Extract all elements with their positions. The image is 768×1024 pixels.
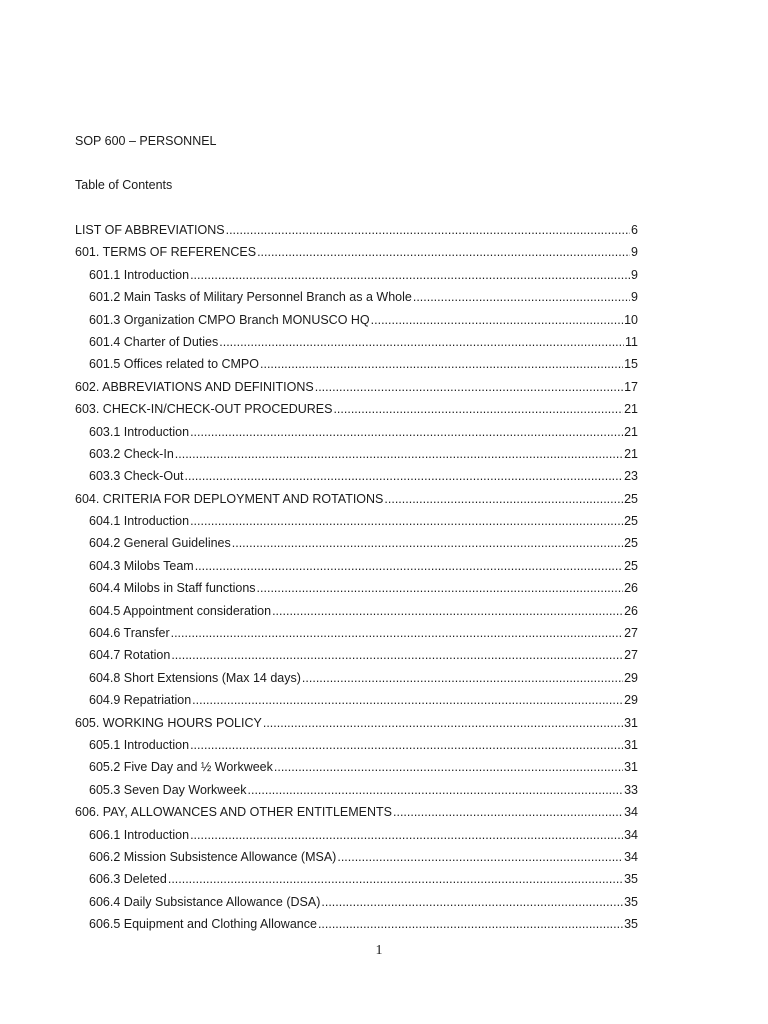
toc-entry-page: 34	[624, 827, 638, 842]
toc-entry[interactable]	[75, 356, 638, 378]
toc-dot-leader	[195, 558, 623, 574]
toc-entry-page: 35	[624, 894, 638, 909]
toc-dot-leader	[192, 692, 623, 708]
toc-entry[interactable]	[75, 334, 638, 356]
toc-dot-leader	[226, 222, 630, 238]
toc-entry[interactable]	[75, 222, 638, 244]
toc-entry[interactable]	[75, 647, 638, 669]
toc-entry-page: 21	[624, 424, 638, 439]
toc-entry[interactable]	[75, 670, 638, 692]
toc-entry[interactable]	[75, 379, 638, 401]
toc-entry-label: 601. TERMS OF REFERENCES	[75, 245, 257, 260]
toc-entry[interactable]	[75, 737, 638, 759]
toc-dot-leader	[263, 715, 623, 731]
toc-entry-page: 33	[624, 782, 638, 797]
toc-entry-page: 27	[624, 648, 638, 663]
toc-entry-page: 26	[624, 603, 638, 618]
toc-dot-leader	[190, 424, 623, 440]
toc-entry-page: 17	[624, 379, 638, 394]
toc-entry-label: 604.2 General Guidelines	[89, 536, 231, 551]
toc-dot-leader	[321, 894, 623, 910]
toc-entry-page: 27	[624, 626, 638, 641]
toc-entry-page: 10	[624, 312, 638, 327]
toc-entry-label: 606.1 Introduction	[89, 827, 190, 842]
toc-entry-label: 605.1 Introduction	[89, 737, 190, 752]
toc-entry[interactable]	[75, 424, 638, 446]
toc-entry-label: 603.1 Introduction	[89, 424, 190, 439]
toc-entry[interactable]	[75, 401, 638, 423]
toc-entry-label: 603.3 Check-Out	[89, 469, 184, 484]
toc-entry-label: 605.3 Seven Day Workweek	[89, 782, 247, 797]
toc-entry-page: 34	[624, 849, 638, 864]
toc-entry[interactable]	[75, 827, 638, 849]
toc-entry[interactable]	[75, 804, 638, 826]
toc-entry-label: 606.2 Mission Subsistence Allowance (MSA)	[89, 849, 337, 864]
toc-entry[interactable]	[75, 558, 638, 580]
toc-entry-page: 26	[624, 581, 638, 596]
toc-entry-page: 25	[624, 558, 638, 573]
toc-entry[interactable]	[75, 894, 638, 916]
toc-entry-label: 603.2 Check-In	[89, 446, 174, 461]
toc-entry-page: 15	[624, 357, 638, 372]
toc-entry-label: 604.7 Rotation	[89, 648, 171, 663]
toc-entry[interactable]	[75, 603, 638, 625]
toc-dot-leader	[413, 289, 630, 305]
toc-entry-page: 9	[631, 267, 638, 282]
toc-entry-label: 601.4 Charter of Duties	[89, 334, 219, 349]
toc-heading: Table of Contents	[75, 178, 173, 192]
toc-entry-page: 29	[624, 670, 638, 685]
toc-entry-label: 606.5 Equipment and Clothing Allowance	[89, 917, 317, 932]
toc-entry-page: 9	[631, 245, 638, 260]
toc-entry[interactable]	[75, 580, 638, 602]
toc-entry-label: 604.3 Milobs Team	[89, 558, 194, 573]
toc-dot-leader	[190, 513, 623, 529]
toc-entry-label: 604.4 Milobs in Staff functions	[89, 581, 256, 596]
toc-dot-leader	[171, 647, 623, 663]
table-of-contents	[75, 222, 638, 939]
toc-entry-label: 605. WORKING HOURS POLICY	[75, 715, 262, 730]
toc-entry-page: 31	[624, 715, 638, 730]
toc-entry-page: 29	[624, 693, 638, 708]
toc-dot-leader	[318, 916, 623, 932]
toc-dot-leader	[190, 737, 623, 753]
toc-entry-page: 23	[624, 469, 638, 484]
toc-entry[interactable]	[75, 244, 638, 266]
toc-dot-leader	[232, 535, 623, 551]
toc-entry[interactable]	[75, 468, 638, 490]
toc-dot-leader	[219, 334, 624, 350]
toc-entry-page: 6	[631, 223, 638, 237]
toc-entry-label: 601.1 Introduction	[89, 267, 190, 282]
toc-dot-leader	[315, 379, 623, 395]
toc-entry-label: 606. PAY, ALLOWANCES AND OTHER ENTITLEMENTS	[75, 805, 392, 820]
toc-entry-label: 601.2 Main Tasks of Military Personnel Branch as a Whole	[89, 290, 412, 305]
toc-entry-label: 602. ABBREVIATIONS AND DEFINITIONS	[75, 379, 314, 394]
toc-entry-page: 31	[624, 737, 638, 752]
toc-dot-leader	[260, 356, 623, 372]
toc-dot-leader	[171, 625, 623, 641]
toc-dot-leader	[371, 312, 623, 328]
toc-entry-page: 9	[631, 290, 638, 305]
toc-entry-page: 25	[624, 536, 638, 551]
toc-entry[interactable]	[75, 312, 638, 334]
toc-entry-page: 35	[624, 917, 638, 932]
toc-dot-leader	[185, 468, 624, 484]
toc-entry-label: 606.3 Deleted	[89, 872, 167, 887]
toc-dot-leader	[393, 804, 623, 820]
toc-entry-label: 604. CRITERIA FOR DEPLOYMENT AND ROTATIONS	[75, 491, 384, 506]
toc-dot-leader	[257, 244, 630, 260]
toc-entry-page: 21	[624, 446, 638, 461]
toc-entry-label: 604.6 Transfer	[89, 626, 170, 641]
toc-entry[interactable]	[75, 535, 638, 557]
toc-entry-page: 21	[624, 402, 638, 417]
toc-entry[interactable]	[75, 916, 638, 938]
toc-entry-label: 604.5 Appointment consideration	[89, 603, 272, 618]
document-title: SOP 600 – PERSONNEL	[75, 134, 217, 148]
toc-entry-label: 604.1 Introduction	[89, 514, 190, 529]
toc-dot-leader	[168, 871, 623, 887]
toc-entry[interactable]	[75, 491, 638, 513]
toc-entry[interactable]	[75, 267, 638, 289]
toc-dot-leader	[248, 782, 624, 798]
toc-entry[interactable]	[75, 849, 638, 871]
toc-entry-label: 603. CHECK-IN/CHECK-OUT PROCEDURES	[75, 402, 333, 417]
toc-entry-page: 34	[624, 805, 638, 820]
toc-dot-leader	[333, 401, 623, 417]
toc-entry-page: 31	[624, 760, 638, 775]
toc-entry-page: 11	[625, 334, 638, 349]
toc-entry[interactable]	[75, 446, 638, 468]
toc-dot-leader	[175, 446, 623, 462]
toc-entry[interactable]	[75, 871, 638, 893]
toc-entry[interactable]	[75, 513, 638, 535]
toc-entry[interactable]	[75, 625, 638, 647]
toc-entry-page: 25	[624, 514, 638, 529]
toc-entry-page: 35	[624, 872, 638, 887]
toc-entry-label: 604.8 Short Extensions (Max 14 days)	[89, 670, 301, 685]
toc-entry[interactable]	[75, 289, 638, 311]
toc-dot-leader	[384, 491, 623, 507]
page-number: 1	[375, 943, 383, 958]
toc-entry-label: 605.2 Five Day and ½ Workweek	[89, 760, 273, 775]
toc-dot-leader	[272, 603, 623, 619]
toc-dot-leader	[302, 670, 623, 686]
toc-entry[interactable]	[75, 715, 638, 737]
toc-entry-label: 604.9 Repatriation	[89, 693, 192, 708]
toc-entry-label: LIST OF ABBREVIATIONS	[75, 223, 225, 237]
toc-entry-label: 601.5 Offices related to CMPO	[89, 357, 259, 372]
toc-entry[interactable]	[75, 692, 638, 714]
toc-entry-label: 606.4 Daily Subsistance Allowance (DSA)	[89, 894, 321, 909]
toc-dot-leader	[190, 827, 623, 843]
toc-dot-leader	[190, 267, 630, 283]
toc-dot-leader	[257, 580, 624, 596]
toc-entry-page: 25	[624, 491, 638, 506]
toc-entry-label: 601.3 Organization CMPO Branch MONUSCO HQ	[89, 312, 370, 327]
toc-dot-leader	[337, 849, 623, 865]
toc-entry[interactable]	[75, 782, 638, 804]
toc-dot-leader	[274, 759, 623, 775]
toc-entry[interactable]	[75, 759, 638, 781]
